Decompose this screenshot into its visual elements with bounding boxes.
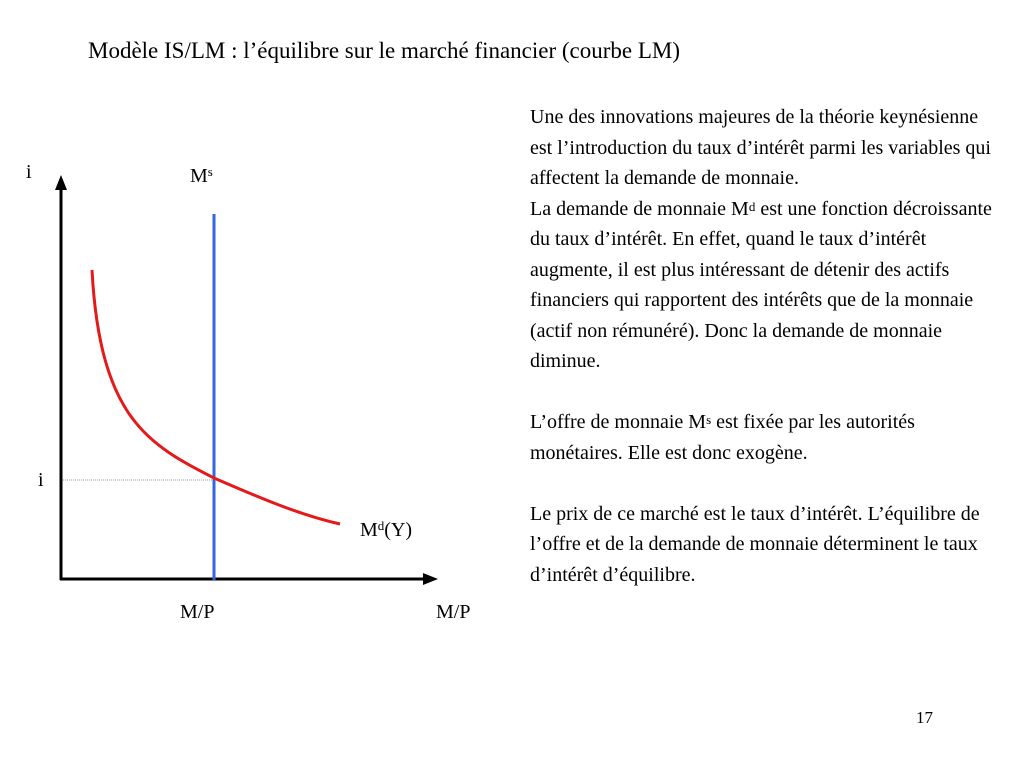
paragraph-keynesian-innovation: Une des innovations majeures de la théorie keynésienne est l’introduction du taux d’intérêt parmi les variables qui affectent la demande de monnaie. — [530, 106, 991, 189]
x-axis-arrowhead — [423, 573, 438, 585]
y-axis-arrowhead — [55, 175, 67, 190]
page-number: 17 — [916, 708, 933, 727]
paragraph-money-supply: L’offre de monnaie $M^s$ est fixée par les autorités monétaires. Elle est donc exogène. — [530, 411, 915, 464]
y-axis-label: i — [26, 161, 32, 183]
equilibrium-rate-label: i — [38, 469, 44, 491]
equilibrium-quantity-label: M/P — [180, 601, 215, 623]
money-demand-curve — [92, 270, 340, 524]
slide-title: Modèle IS/LM : l’équilibre sur le marché financier (courbe LM) — [88, 38, 681, 63]
paragraph-money-demand: La demande de monnaie $M^d$ est une fonction décroissante du taux d’intérêt. En effet, quand le taux d’intérêt augmente, il est plus intéressant de détenir des actifs financiers qui rapportent des intérêts que de la monnaie (actif non rémunéré). Donc la demande de monnaie diminue. — [530, 197, 992, 372]
money-demand-label: $M^d(Y)$ — [360, 518, 413, 541]
x-axis-label: M/P — [436, 601, 471, 623]
paragraph-equilibrium: Le prix de ce marché est le taux d’intérêt. L’équilibre de l’offre et de la demande de monnaie déterminent le taux d’intérêt d’équilibre. — [530, 502, 980, 586]
money-supply-label: $M^s$ — [190, 164, 213, 187]
explanation-text — [530, 102, 1000, 590]
